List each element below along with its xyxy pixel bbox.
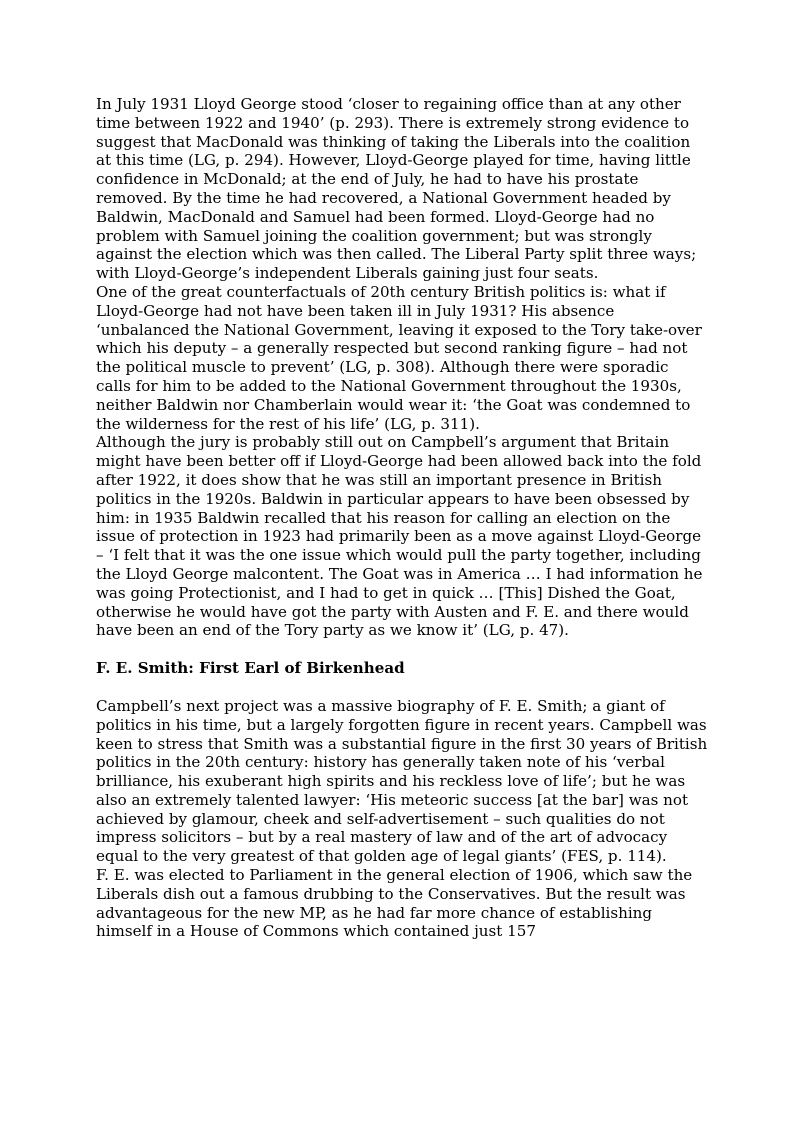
section-heading-birkenhead: F. E. Smith: First Earl of Birkenhead <box>96 659 405 678</box>
paragraph-baldwin-obsession: Although the jury is probably still out on Campbell’s argument that Britain might have been better off if Lloyd-George had been allowed back into the fold after 1922, it does show that he was still an important presence in British politics in the 1920s. Baldwin in particular appears to have been obsessed by him: in 1935 Baldwin recalled that his reason for calling an election on the issue of protection in 1923 had primarily been as a move against Lloyd-George – ‘I felt that it was the one issue which would pull the party together, including the Lloyd George malcontent. The Goat was in America … I had information he was going Protectionist, and I had to get in quick … [This] Dished the Goat, otherwise he would have got the party with Austen and F. E. and there would have been an end of the Tory party as we know it’ (LG, p. 47). <box>96 433 703 640</box>
document-page <box>96 95 708 941</box>
paragraph-lloyd-george-1931: In July 1931 Lloyd George stood ‘closer to regaining office than at any other time between 1922 and 1940’ (p. 293). There is extremely strong evidence to suggest that MacDonald was thinking of taking the Liberals into the coalition at this time (LG, p. 294). However, Lloyd-George played for time, having little confidence in McDonald; at the end of July, he had to have his prostate removed. By the time he had recovered, a National Government headed by Baldwin, MacDonald and Samuel had been formed. Lloyd-George had no problem with Samuel joining the coalition government; but was strongly against the election which was then called. The Liberal Party split three ways; with Lloyd-George’s independent Liberals gaining just four seats. <box>96 95 697 283</box>
paragraph-fe-smith-1906: F. E. was elected to Parliament in the general election of 1906, which saw the Liberals dish out a famous drubbing to the Conservatives. But the result was advantageous for the new MP, as he had far more chance of establishing himself in a House of Commons which contained just 157 <box>96 866 693 941</box>
paragraph-fe-smith-biography: Campbell’s next project was a massive biography of F. E. Smith; a giant of politics in his time, but a largely forgotten figure in recent years. Campbell was keen to stress that Smith was a substantial figure in the first 30 years of British politics in the 20th century: history has generally taken note of his ‘verbal brilliance, his exuberant high spirits and his reckless love of life’; but he was also an extremely talented lawyer: ‘His meteoric success [at the bar] was not achieved by glamour, cheek and self-advertisement – such qualities do not impress solicitors – but by a real mastery of law and of the art of advocacy equal to the very greatest of that golden age of legal giants’ (FES, p. 114). <box>96 696 708 866</box>
paragraph-counterfactual: One of the great counterfactuals of 20th century British politics is: what if Lloyd-George had not have been taken ill in July 1931? His absence ‘unbalanced the National Government, leaving it exposed to the Tory take-over which his deputy – a generally respected but second ranking figure – had not the political muscle to prevent’ (LG, p. 308). Although there were sporadic calls for him to be added to the National Government throughout the 1930s, neither Baldwin nor Chamberlain would wear it: ‘the Goat was condemned to the wilderness for the rest of his life’ (LG, p. 311). <box>96 282 702 433</box>
